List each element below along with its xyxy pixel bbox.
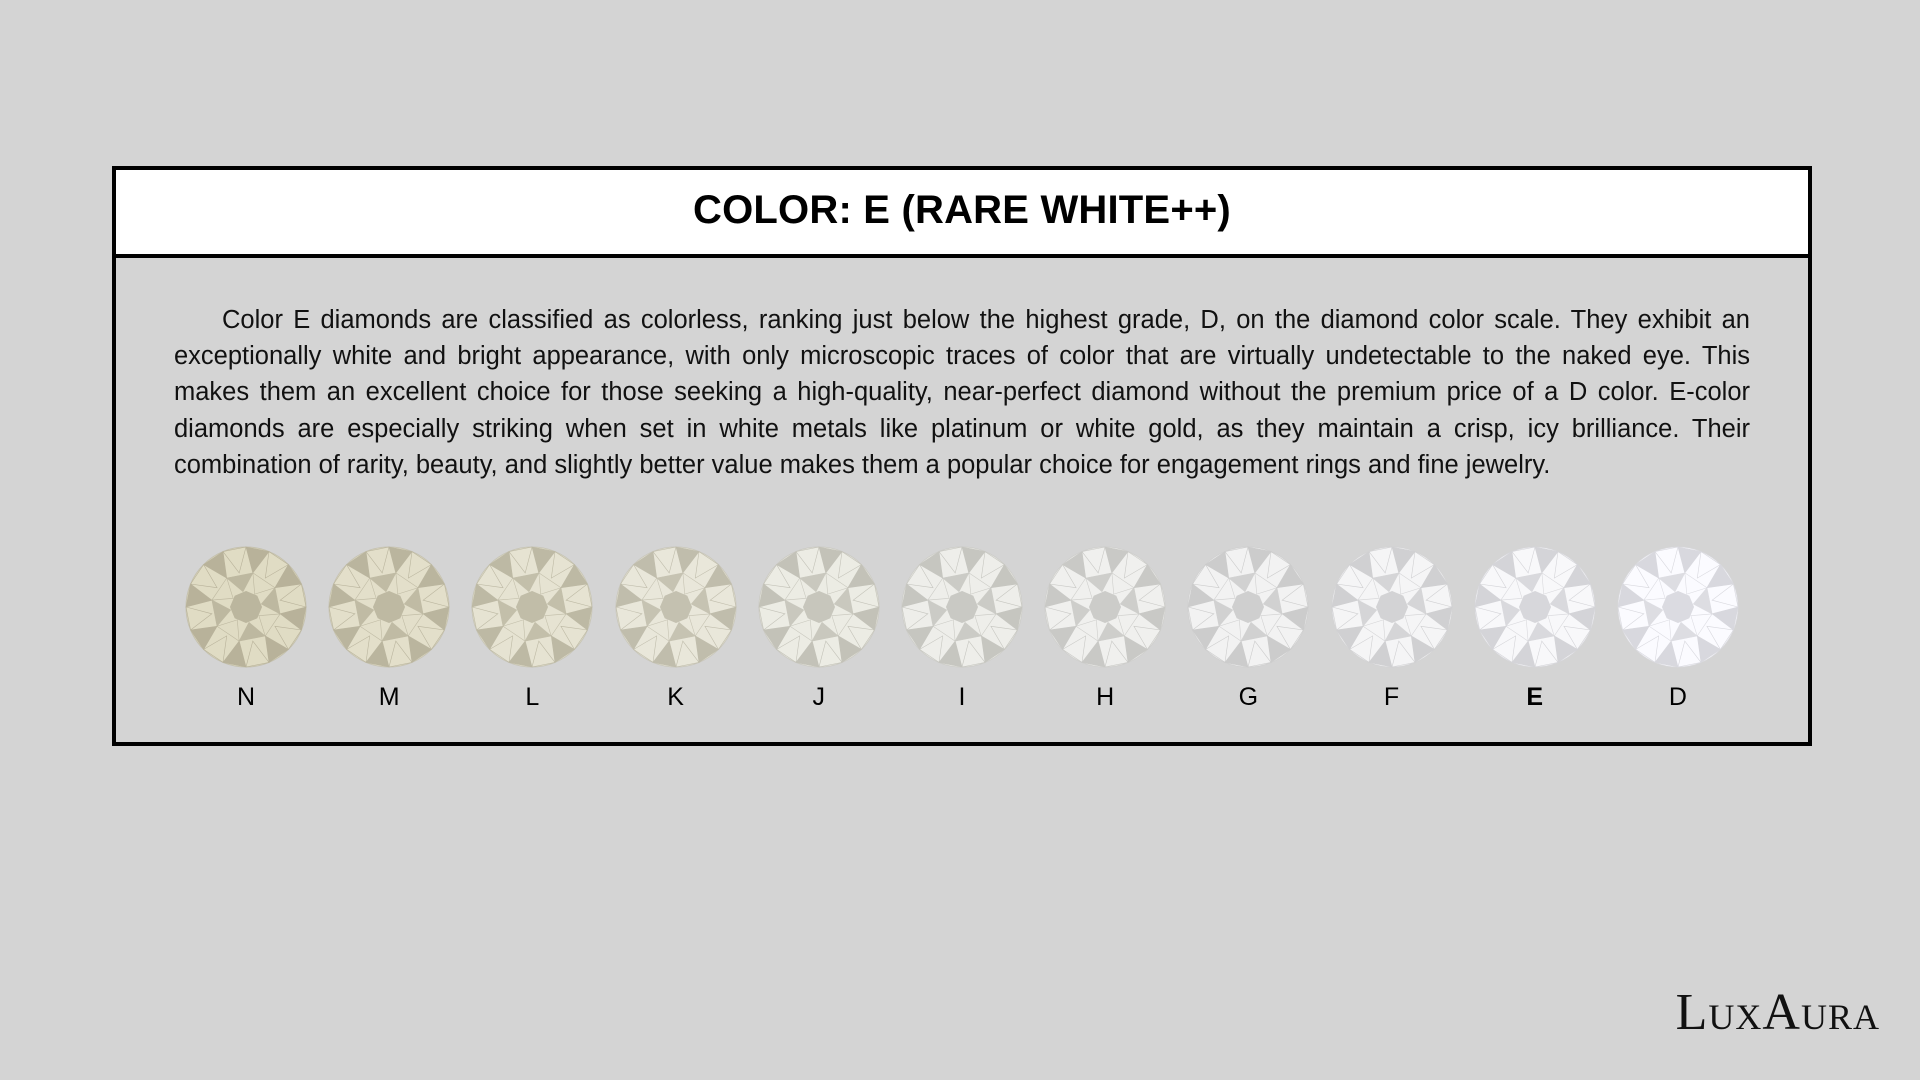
round-brilliant-diamond-icon: [325, 543, 453, 671]
color-grade-item-k[interactable]: [610, 543, 742, 712]
color-grade-label: N: [236, 683, 256, 712]
color-grade-item-h[interactable]: [1039, 543, 1171, 712]
color-grade-item-l[interactable]: [466, 543, 598, 712]
color-grade-label: I: [958, 683, 966, 712]
round-brilliant-diamond-icon: [1471, 543, 1599, 671]
description-text: Color E diamonds are classified as colorless, ranking just below the highest grade, D, on the diamond color scale. They exhibit an exceptionally white and bright appearance, with only microscopic traces of color that are virtually undetectable to the naked eye. This makes them an excellent choice for those seeking a high-quality, near-perfect diamond without the premium price of a D color. E-color diamonds are especially striking when set in white metals like platinum or white gold, as they maintain a crisp, icy brilliance. Their combination of rarity, beauty, and slightly better value makes them a popular choice for engagement rings and fine jewelry.: [174, 306, 1750, 479]
round-brilliant-diamond-icon: [898, 543, 1026, 671]
color-grade-label: K: [667, 683, 684, 712]
color-grade-item-d[interactable]: [1612, 543, 1744, 712]
brand-logo: LUXAURA: [1675, 984, 1880, 1041]
color-grade-label: L: [525, 683, 540, 712]
color-grade-item-e[interactable]: [1469, 543, 1601, 712]
color-grade-label: F: [1383, 683, 1400, 712]
color-grade-card: [112, 166, 1812, 746]
color-grade-label: J: [812, 683, 825, 712]
color-grade-label: D: [1668, 683, 1687, 712]
color-grade-label: G: [1238, 683, 1259, 712]
round-brilliant-diamond-icon: [1328, 543, 1456, 671]
round-brilliant-diamond-icon: [468, 543, 596, 671]
round-brilliant-diamond-icon: [182, 543, 310, 671]
color-grade-item-f[interactable]: [1326, 543, 1458, 712]
round-brilliant-diamond-icon: [755, 543, 883, 671]
card-body: [116, 258, 1808, 742]
round-brilliant-diamond-icon: [1184, 543, 1312, 671]
color-grade-item-m[interactable]: [323, 543, 455, 712]
color-grade-label: M: [378, 683, 400, 712]
color-grade-item-n[interactable]: [180, 543, 312, 712]
round-brilliant-diamond-icon: [612, 543, 740, 671]
color-grade-label: H: [1096, 683, 1115, 712]
round-brilliant-diamond-icon: [1041, 543, 1169, 671]
color-grade-item-g[interactable]: [1182, 543, 1314, 712]
color-grade-label: E: [1526, 683, 1544, 712]
color-grade-item-i[interactable]: [896, 543, 1028, 712]
round-brilliant-diamond-icon: [1614, 543, 1742, 671]
color-grade-item-j[interactable]: [753, 543, 885, 712]
diamond-color-scale: [174, 543, 1750, 712]
page-title: COLOR: E (RARE WHITE++): [693, 188, 1231, 232]
card-header: [116, 170, 1808, 258]
